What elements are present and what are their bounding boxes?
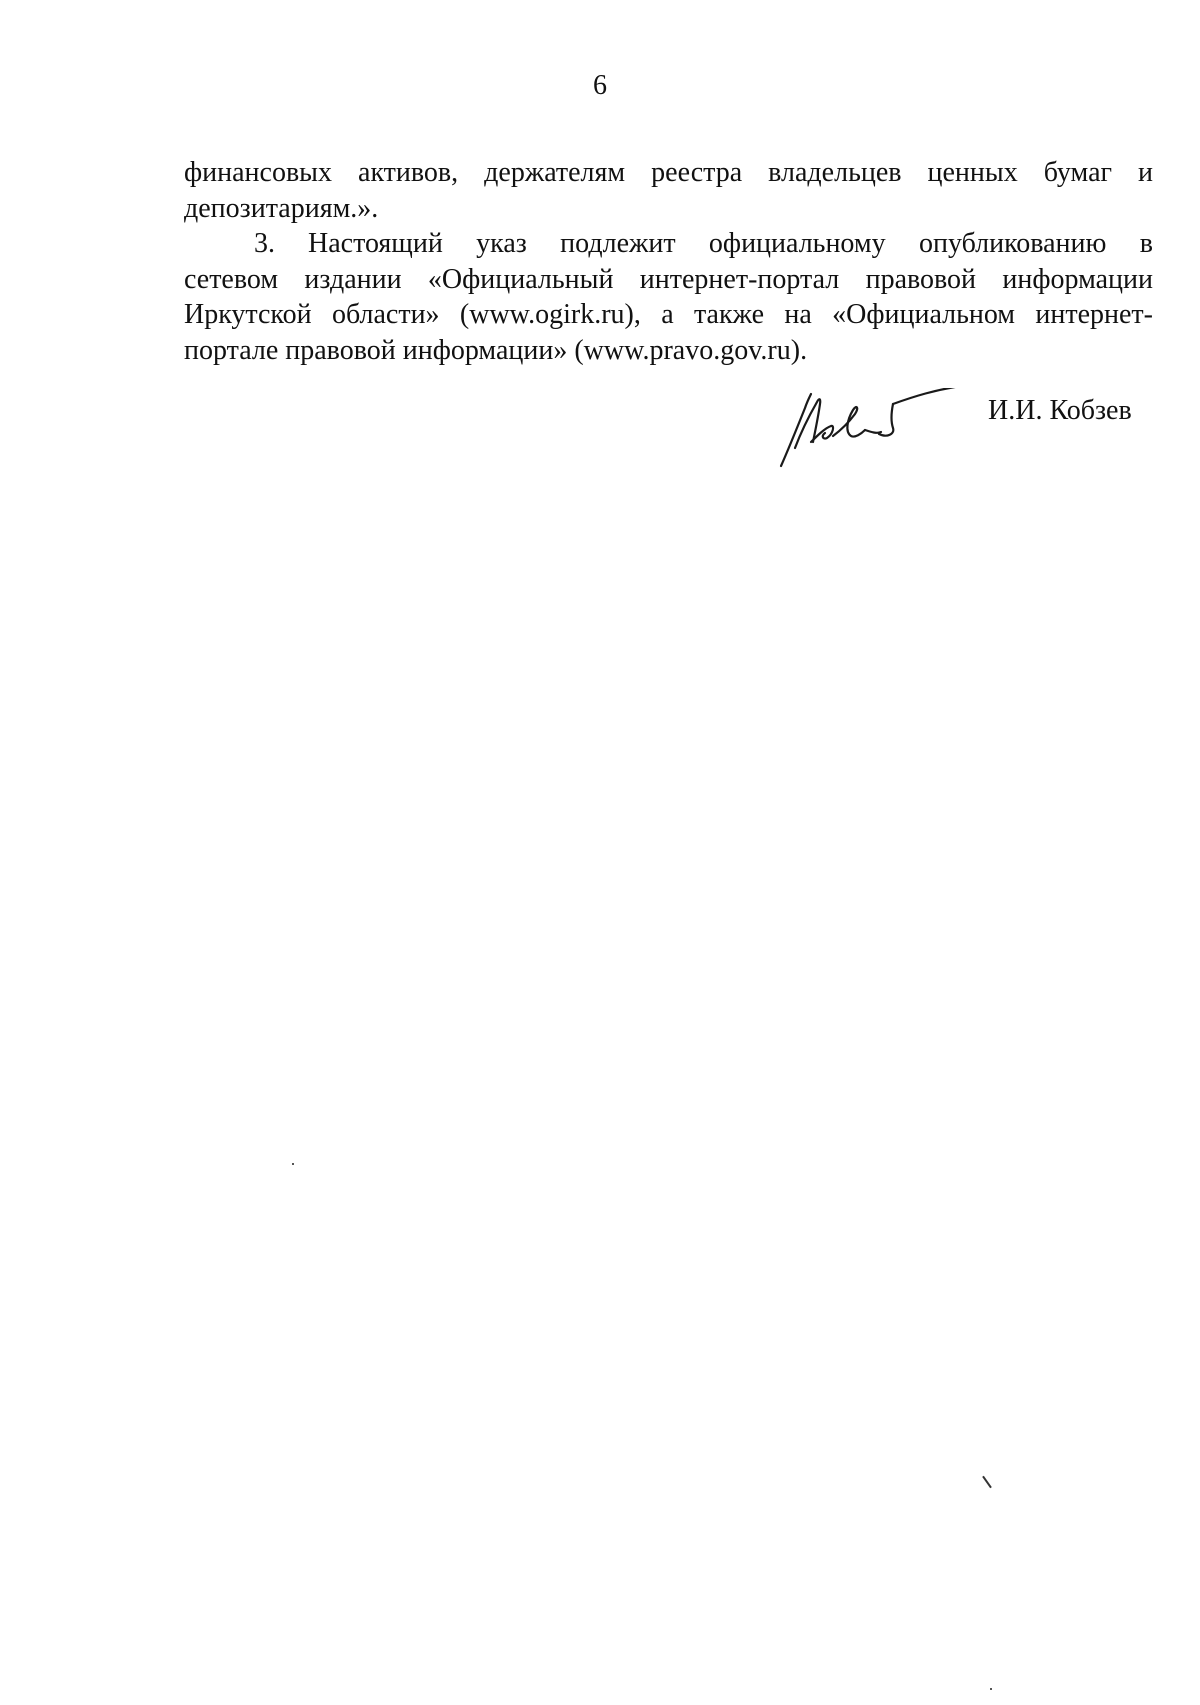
text-line: финансовых активов, держателям реестра владельцев ценных бумаг и xyxy=(184,157,1153,188)
paragraph-continuation xyxy=(184,155,1153,226)
signer-name: И.И. Кобзев xyxy=(988,395,1132,426)
text-line: депозитариям.». xyxy=(184,192,379,224)
text-line: Иркутской области» (www.ogirk.ru), а также на «Официальном интернет- xyxy=(184,299,1153,330)
text-line: портале правовой информации» (www.pravo.gov.ru). xyxy=(184,334,808,366)
scan-speck xyxy=(292,1163,294,1165)
text-line xyxy=(184,226,1153,262)
scan-speck xyxy=(990,1688,992,1690)
text-line: сетевом издании «Официальный интернет-портал правовой информации xyxy=(184,263,1153,295)
item-text: Настоящий указ подлежит официальному опубликованию в xyxy=(308,228,1153,259)
item-number: 3. xyxy=(254,228,275,259)
scan-speck xyxy=(982,1476,992,1489)
page-number: 6 xyxy=(593,70,607,101)
signature-icon xyxy=(775,388,975,468)
document-body xyxy=(184,155,1153,368)
paragraph-item-3 xyxy=(184,226,1153,368)
